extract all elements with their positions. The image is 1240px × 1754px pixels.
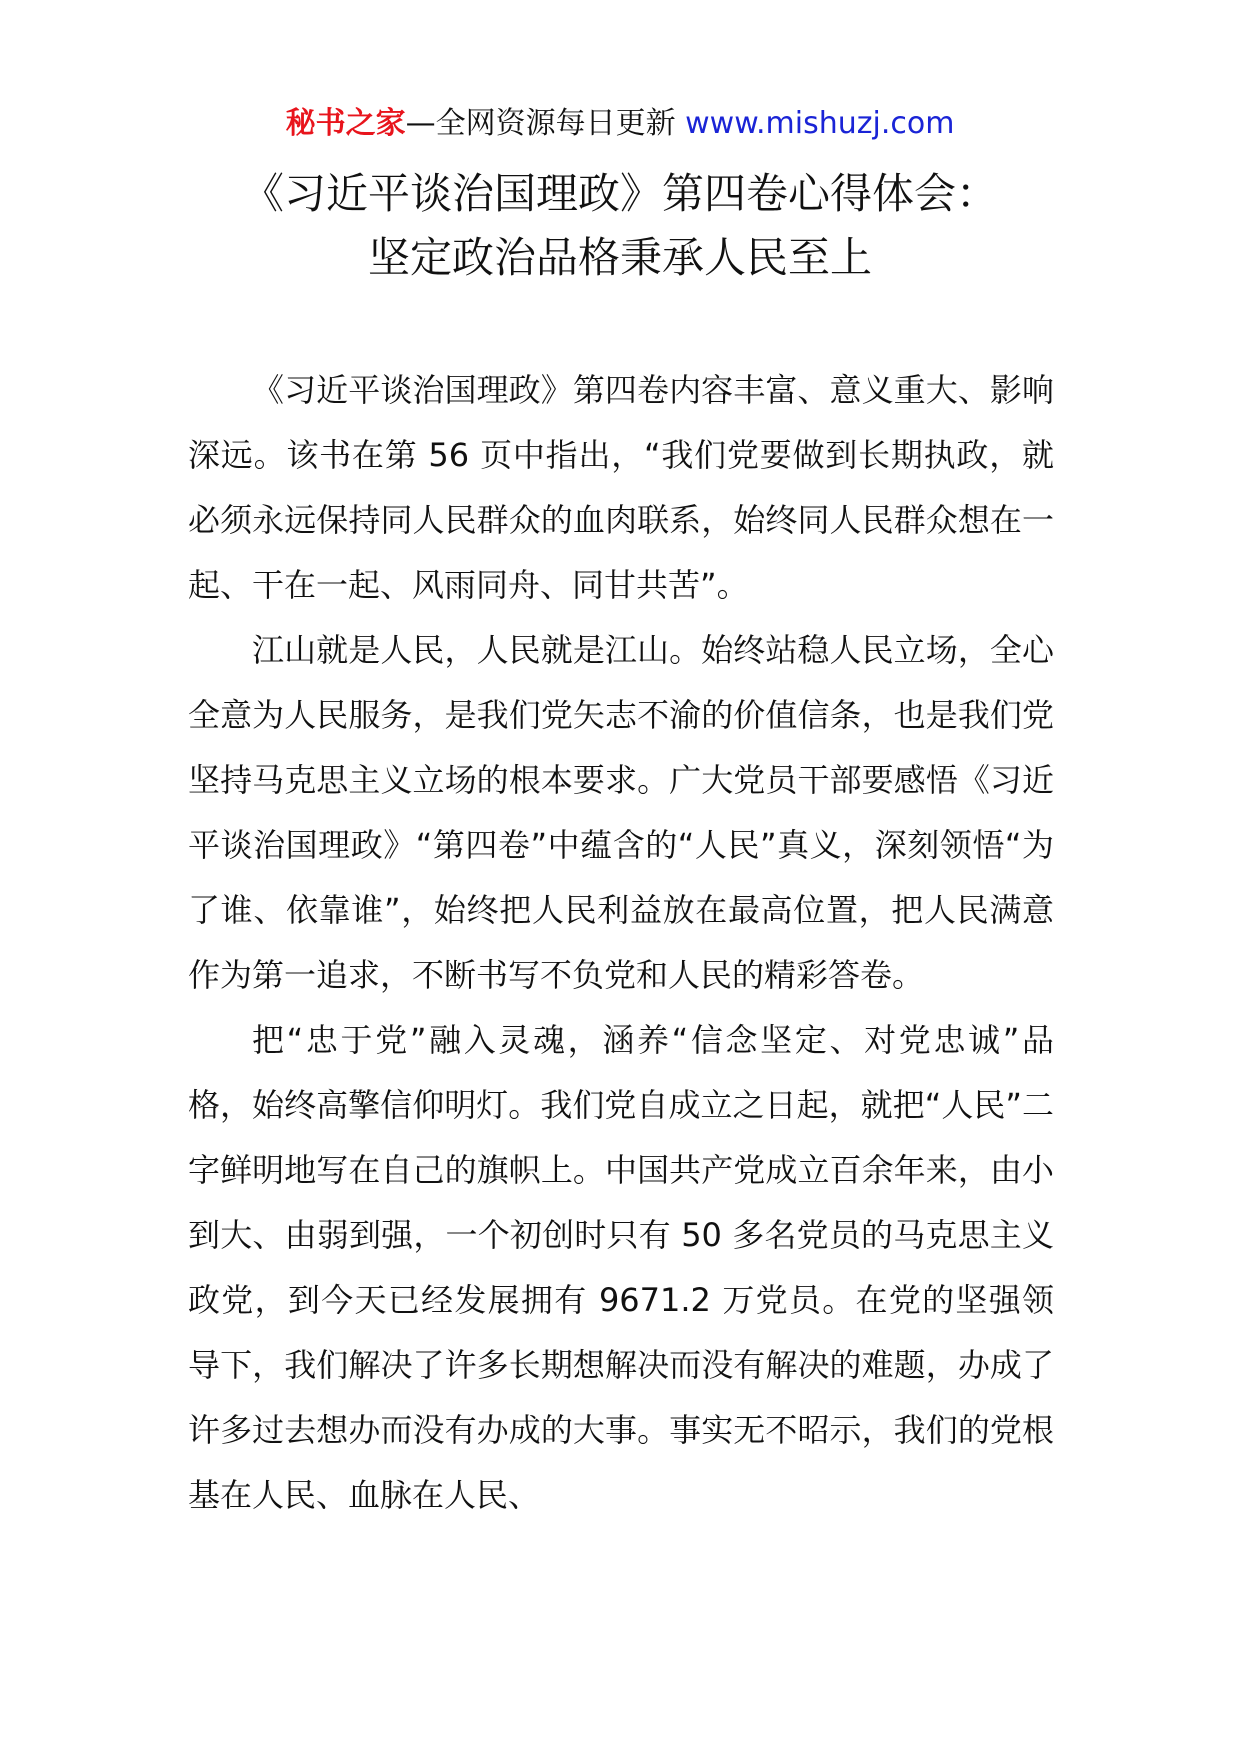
paragraph-1: 《习近平谈治国理政》第四卷内容丰富、意义重大、影响深远。该书在第 56 页中指出，“我们党要做到长期执政，就必须永远保持同人民群众的血肉联系，始终同人民群众想在一起、干在一起、风雨同舟、同甘共苦”。: [188, 371, 1054, 604]
article-title-line-2: 坚定政治品格秉承人民至上: [367, 233, 872, 282]
site-brand: 秘书之家: [285, 106, 406, 141]
article-title-line-1: 《习近平谈治国理政》第四卷心得体会：: [241, 169, 998, 218]
article-title: [0, 162, 1240, 290]
site-header: [0, 104, 1240, 144]
paragraph-3: 把“忠于党”融入灵魂，涵养“信念坚定、对党忠诚”品格，始终高擎信仰明灯。我们党自成立之日起，就把“人民”二字鲜明地写在自己的旗帜上。中国共产党成立百余年来，由小到大、由弱到强，一个初创时只有 50 多名党员的马克思主义政党，到今天已经发展拥有 9671.2 万党员。在党的坚强领导下，我们解决了许多长期想解决而没有解决的难题，办成了许多过去想办而没有办成的大事。事实无不昭示，我们的党根基在人民、血脉在人民、: [188, 1021, 1054, 1514]
article-body: [188, 358, 1054, 1528]
site-url-link[interactable]: www.mishuzj.com: [685, 106, 955, 141]
paragraph-2: 江山就是人民，人民就是江山。始终站稳人民立场，全心全意为人民服务，是我们党矢志不渝的价值信条，也是我们党坚持马克思主义立场的根本要求。广大党员干部要感悟《习近平谈治国理政》“第四卷”中蕴含的“人民”真义，深刻领悟“为了谁、依靠谁”，始终把人民利益放在最高位置，把人民满意作为第一追求，不断书写不负党和人民的精彩答卷。: [188, 631, 1054, 994]
site-tagline: —全网资源每日更新: [405, 106, 686, 141]
